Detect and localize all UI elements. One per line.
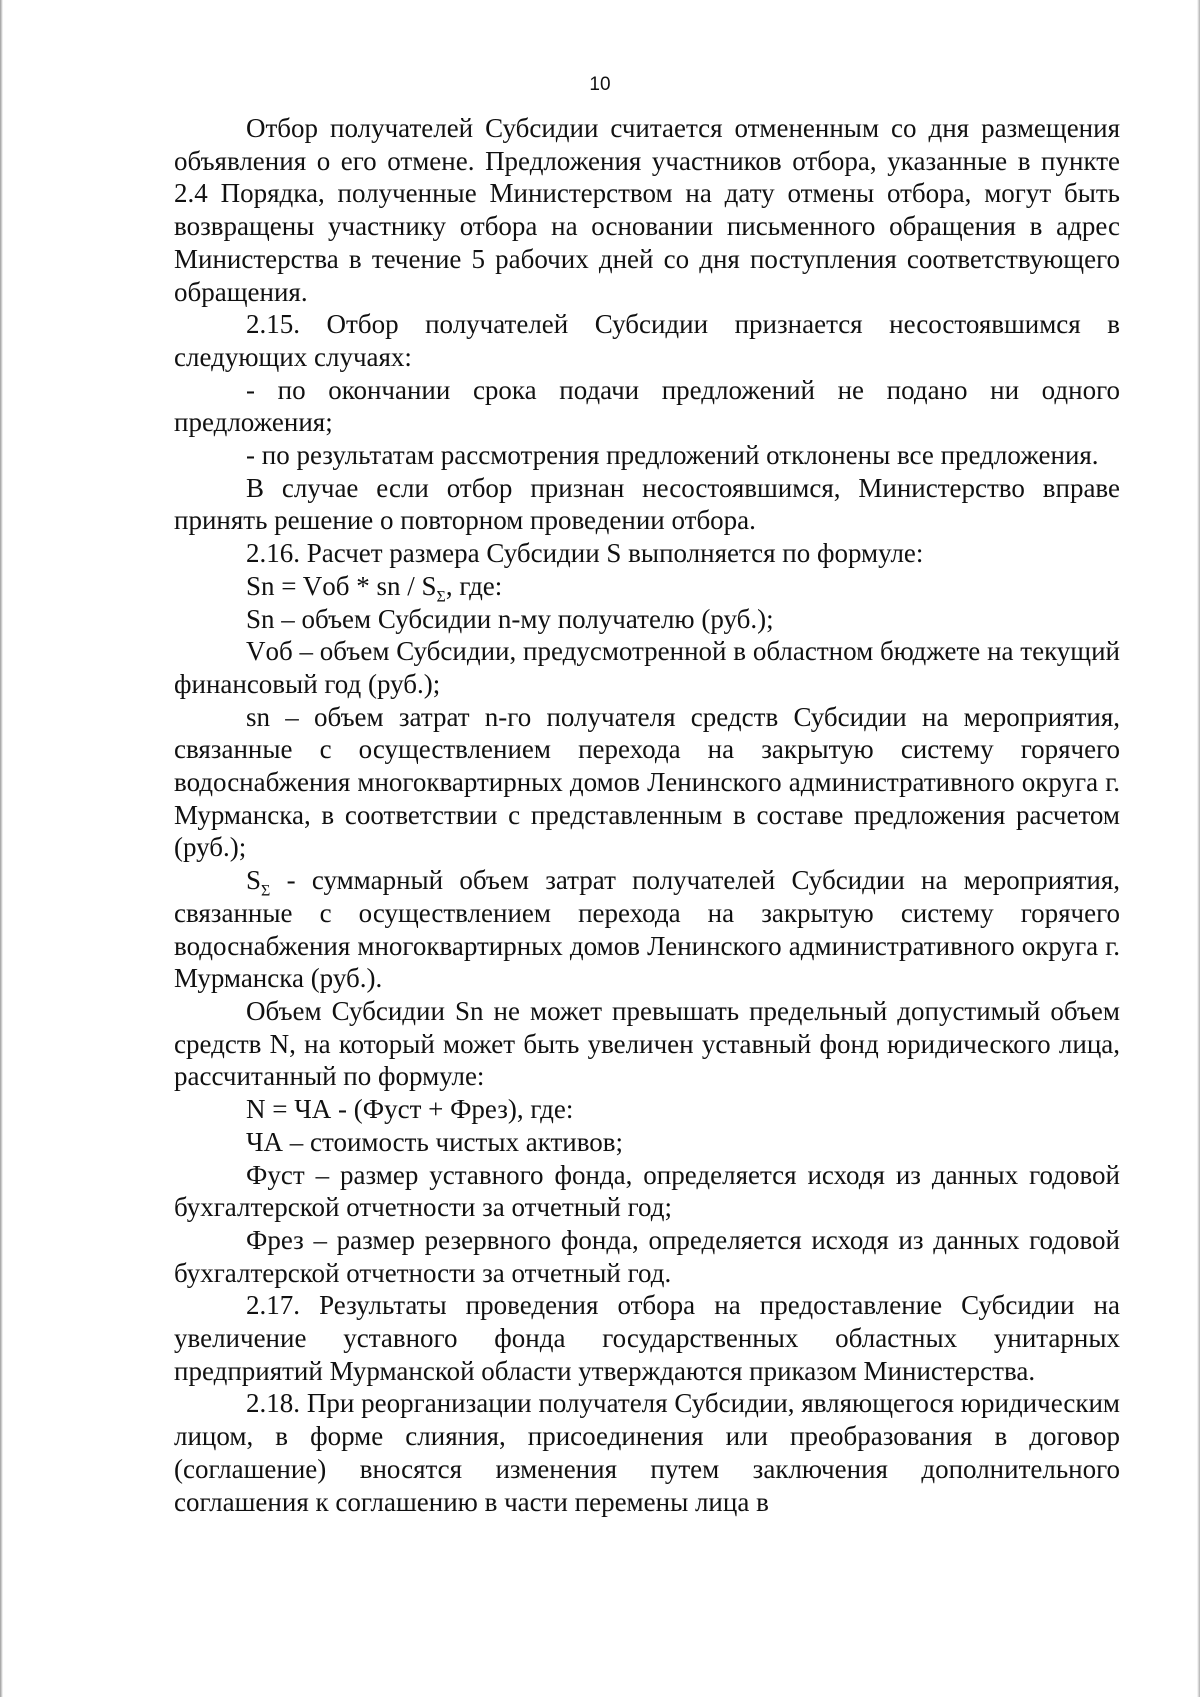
page-number: 10 [589,74,611,95]
definition-vob: Vоб – объем Субсидии, предусмотренной в областном бюджете на текущий финансовый год (руб.); [174,636,1120,699]
formula-net-assets: N = ЧА - (Фуст + Фрез), где: [246,1094,574,1125]
s-sigma-text: - суммарный объем затрат получателей Субсидии на мероприятия, связанные с осуществлением перехода на закрытую систему горячего водоснабжения многоквартирных домов Ленинского административного округа г. Мурманска (руб.). [174,865,1120,994]
list-item-no-proposals: - по окончании срока подачи предложений не подано ни одного предложения; [174,374,1120,438]
s-sigma-symbol: S [246,865,262,896]
scan-edge-left [0,0,3,1697]
formula-subsidy-sigma: Σ [436,588,446,606]
paragraph-repeat-selection: В случае если отбор признан несостоявшимся, Министерство вправе принять решение о повторном проведении отбора. [174,472,1120,536]
formula-subsidy-rhs: , где: [445,570,503,601]
definition-sn-upper: Sn – объем Субсидии n-му получателю (руб.); [246,603,774,634]
definition-fust: Фуст – размер уставного фонда, определяется исходя из данных годовой бухгалтерской отчетности за отчетный год; [174,1159,1120,1223]
paragraph-2-15: 2.15. Отбор получателей Субсидии признается несостоявшимся в следующих случаях: [174,309,1120,372]
definition-cha: ЧА – стоимость чистых активов; [246,1126,624,1157]
formula-subsidy [174,570,1120,606]
document-body [174,112,1120,1518]
paragraph-2-17: 2.17. Результаты проведения отбора на предоставление Субсидии на увеличение уставного фонда государственных областных унитарных предприятий Мурманской области утверждаются приказом Министерства. [174,1290,1120,1386]
definition-s-sigma [174,864,1120,995]
s-sigma-subscript: Σ [261,882,271,900]
paragraph-cancellation: Отбор получателей Субсидии считается отмененным со дня размещения объявления о его отмене. Предложения участников отбора, указанные в пункте 2.4 Порядка, полученные Министерством на дату отмены отбора, могут быть возвращены участнику отбора на основании письменного обращения в адрес Министерства в течение 5 рабочих дней со дня поступления соответствующего обращения. [174,113,1120,307]
paragraph-2-18: 2.18. При реорганизации получателя Субсидии, являющегося юридическим лицом, в форме слияния, присоединения или преобразования в договор (соглашение) вносятся изменения путем заключения дополнительного соглашения к соглашению в части перемены лица в [174,1388,1120,1517]
paragraph-2-16: 2.16. Расчет размера Субсидии S выполняется по формуле: [246,538,924,569]
definition-sn-lower: sn – объем затрат n-го получателя средств Субсидии на мероприятия, связанные с осуществлением перехода на закрытую систему горячего водоснабжения многоквартирных домов Ленинского административного округа г. Мурманска, в соответствии с представленным в составе предложения расчетом (руб.); [174,701,1120,863]
formula-subsidy-lhs: Sn = Vоб * sn / S [246,570,437,601]
definition-frez: Фрез – размер резервного фонда, определяется исходя из данных годовой бухгалтерской отчетности за отчетный год. [174,1224,1120,1288]
paragraph-limit: Объем Субсидии Sn не может превышать предельный допустимый объем средств N, на который может быть увеличен уставный фонд юридического лица, рассчитанный по формуле: [174,995,1120,1092]
list-item-all-rejected: - по результатам рассмотрения предложений отклонены все предложения. [246,440,1099,471]
